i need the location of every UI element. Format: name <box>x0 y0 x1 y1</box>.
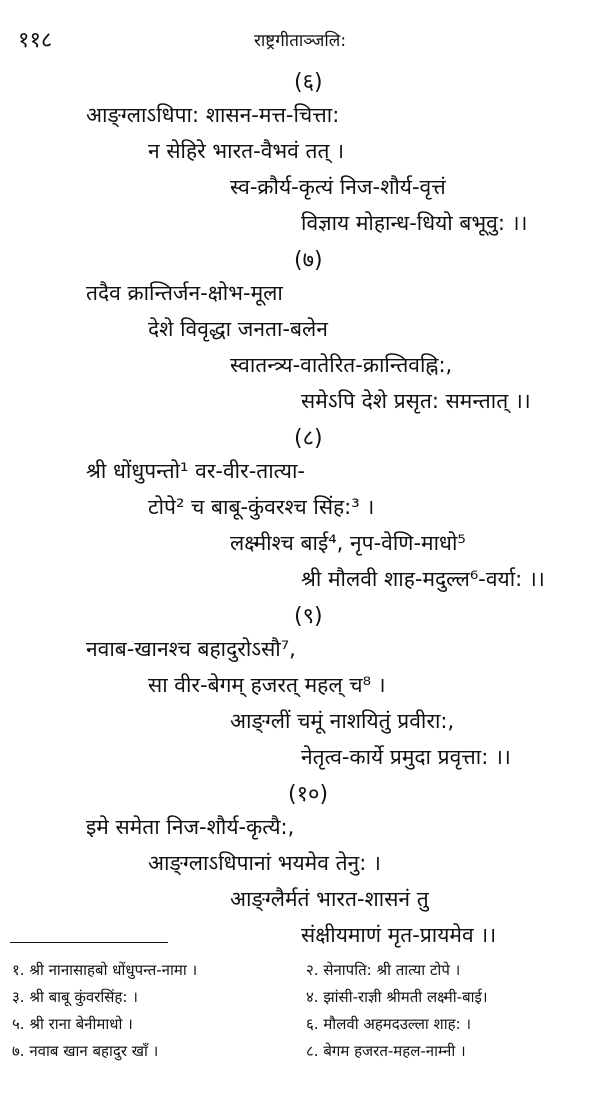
footnote: २. सेनापति: श्री तात्या टोपे । <box>306 961 461 979</box>
verse-line: नेतृत्व-कार्ये प्रमुदा प्रवृत्ता: ।। <box>301 745 511 769</box>
verse-line: स्व-क्रौर्य-कृत्यं निज-शौर्य-वृत्तं <box>230 175 446 199</box>
verse-line: श्री धोंधुपन्तो¹ वर-वीर-तात्या- <box>86 459 305 483</box>
verse-number: (९) <box>294 604 323 629</box>
verse-line: इमे समेता निज-शौर्य-कृत्यै:, <box>86 815 295 839</box>
footnote: ५. श्री राना बेनीमाधो । <box>12 1015 133 1033</box>
verse-number: (६) <box>294 70 323 95</box>
verse-line: आङ्ग्लीं चमूं नाशयितुं प्रवीरा:, <box>230 709 455 733</box>
footnote: ४. झांसी-राज्ञी श्रीमती लक्ष्मी-बाई। <box>306 988 488 1006</box>
verse-number: (८) <box>294 426 323 451</box>
verse-line: आङ्ग्लाऽधिपा: शासन-मत्त-चित्ता: <box>86 103 340 127</box>
running-title: राष्ट्रगीताञ्जलि: <box>253 31 347 51</box>
verse-line: न सेहिरे भारत-वैभवं तत् । <box>148 139 345 163</box>
footnote: ७. नवाब खान बहादुर खाँ । <box>12 1042 159 1060</box>
footnote-rule <box>10 942 168 943</box>
verse-number: (१०) <box>288 782 329 807</box>
verse-line: संक्षीयमाणं मृत-प्रायमेव ।। <box>301 923 497 947</box>
footnote: ३. श्री बाबू कुंवरसिंह: । <box>12 988 138 1006</box>
verse-line: लक्ष्मीश्च बाई⁴, नृप-वेणि-माधो⁵ <box>230 531 466 555</box>
verse-line: विज्ञाय मोहान्ध-धियो बभूवु: ।। <box>301 211 528 235</box>
verse-line: श्री मौलवी शाह-मदुल्ल⁶-वर्या: ।। <box>301 567 545 591</box>
verse-line: नवाब-खानश्च बहादुरोऽसौ⁷, <box>86 637 296 661</box>
footnote: ६. मौलवी अहमदउल्ला शाह: । <box>306 1015 472 1033</box>
verse-line: टोपे² च बाबू-कुंवरश्च सिंह:³ । <box>148 495 375 519</box>
verse-line: स्वातन्त्र्य-वातेरित-क्रान्तिवह्नि:, <box>230 353 453 377</box>
verse-number: (७) <box>294 248 323 273</box>
verse-line: आङ्ग्लैर्मतं भारत-शासनं तु <box>230 887 429 911</box>
footnote: ८. बेगम हजरत-महल-नाम्नी । <box>306 1042 466 1060</box>
verse-line: आङ्ग्लाऽधिपानां भयमेव तेनु: । <box>148 851 381 875</box>
verse-line: समेऽपि देशे प्रसृत: समन्तात् ।। <box>301 389 531 413</box>
footnote: १. श्री नानासाहबो धोंधुपन्त-नामा । <box>12 961 198 979</box>
verse-line: सा वीर-बेगम् हजरत् महल् च⁸ । <box>148 673 386 697</box>
verse-line: तदैव क्रान्तिर्जन-क्षोभ-मूला <box>86 281 283 305</box>
verse-line: देशे विवृद्धा जनता-बलेन <box>148 317 328 341</box>
page-number: ११८ <box>18 28 53 53</box>
